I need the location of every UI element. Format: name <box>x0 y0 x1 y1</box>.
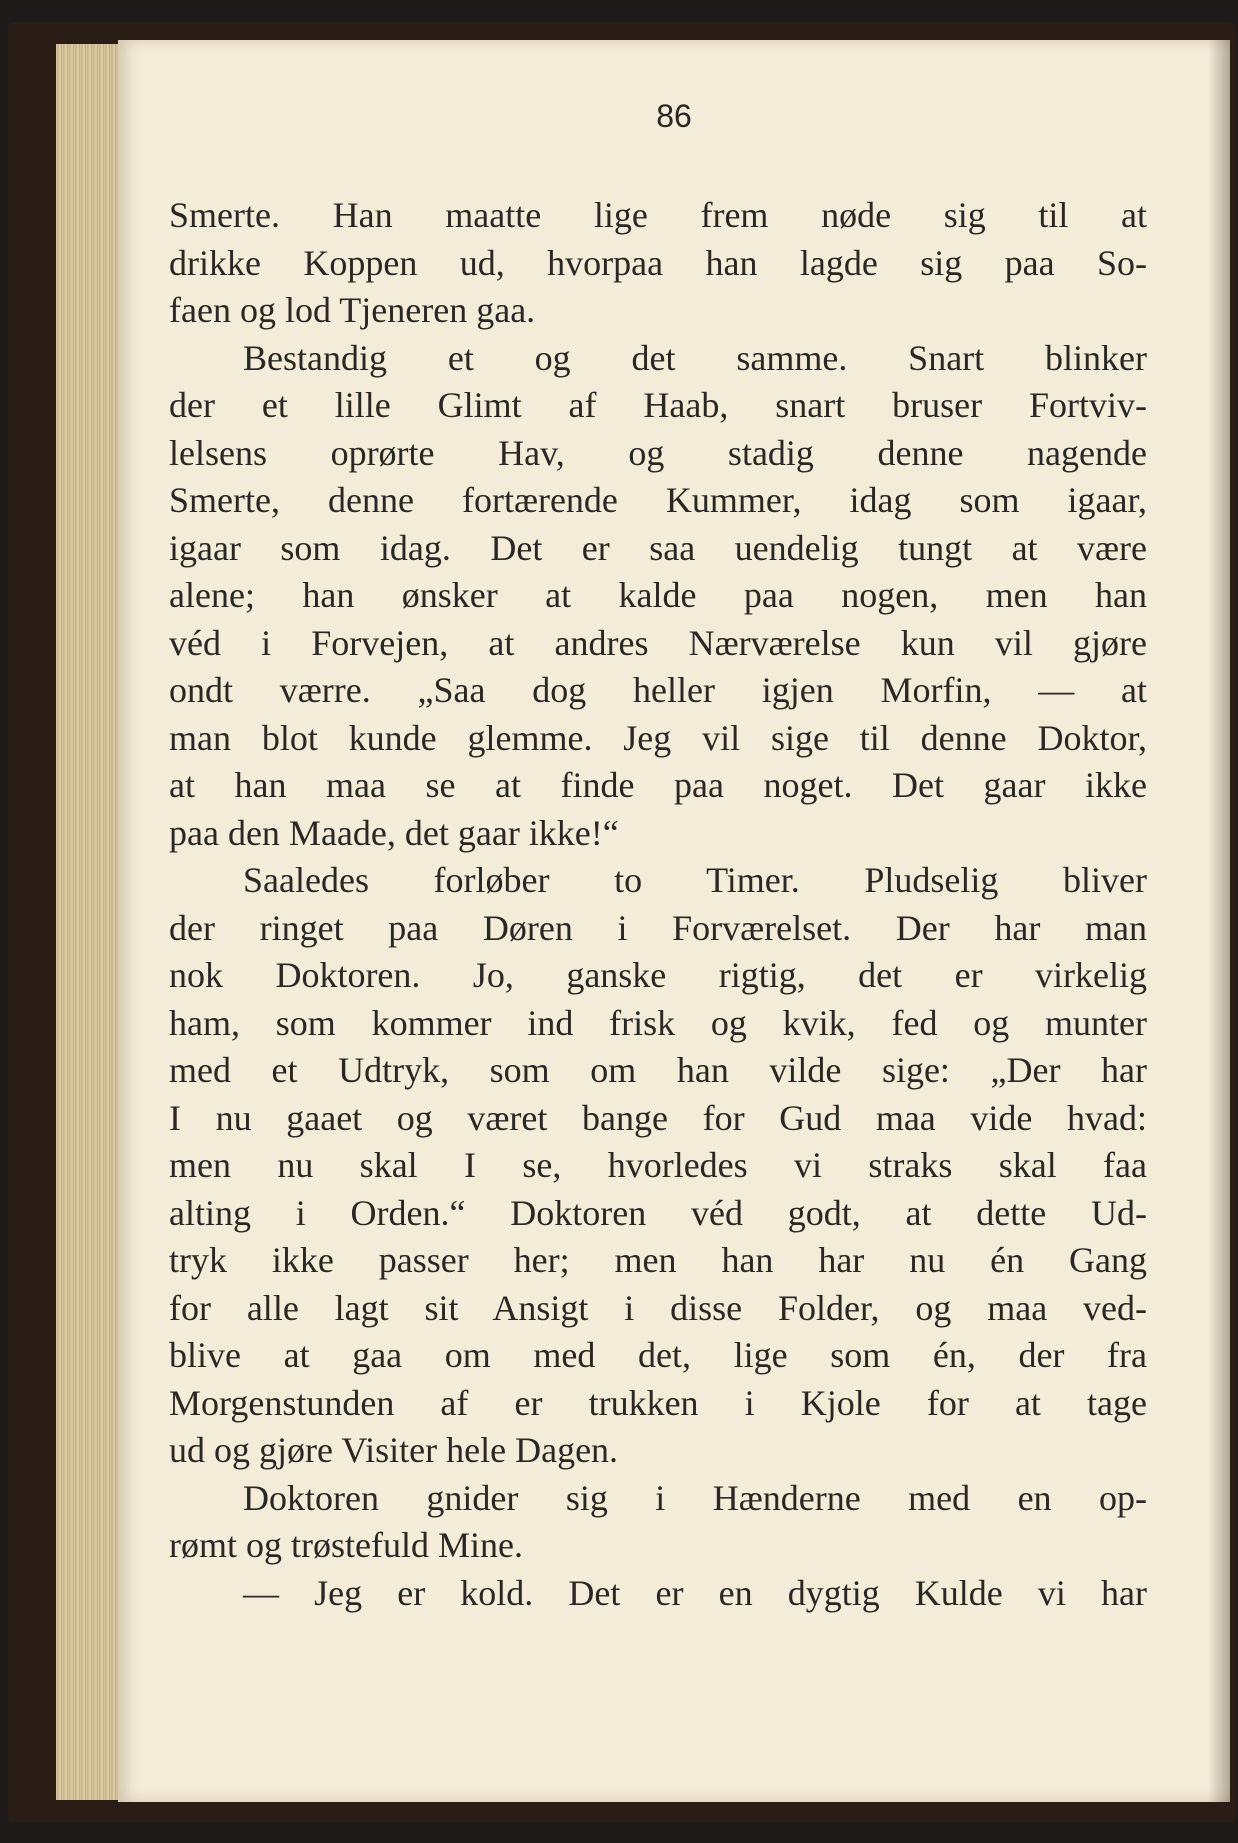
text-line: tryk ikke passer her; men han har nu én Gang <box>169 1240 1147 1280</box>
text-line: igaar som idag. Det er saa uendelig tungt at være <box>169 527 1147 568</box>
text-line: ondt værre. „Saa dog heller igjen Morfin, — at <box>169 670 1147 710</box>
text-line: der ringet paa Døren i Forværelset. Der har man <box>169 907 1147 948</box>
text-line: — Jeg er kold. Det er en dygtig Kulde vi har <box>243 1572 1147 1613</box>
text-line: lelsens oprørte Hav, og stadig denne nagende <box>169 432 1147 473</box>
text-line: nok Doktoren. Jo, ganske rigtig, det er virkelig <box>169 955 1147 995</box>
text-line: Smerte, denne fortærende Kummer, idag som igaar, <box>169 480 1147 520</box>
text-line: men nu skal I se, hvorledes vi straks skal faa <box>169 1145 1147 1185</box>
text-line: blive at gaa om med det, lige som én, der fra <box>169 1335 1147 1375</box>
text-line: Doktoren gnider sig i Hænderne med en op- <box>243 1477 1147 1518</box>
text-line: véd i Forvejen, at andres Nærværelse kun vil gjøre <box>169 622 1147 663</box>
text-line: paa den Maade, det gaar ikke!“ <box>169 812 619 853</box>
page-edges <box>56 44 122 1800</box>
text-line: Smerte. Han maatte lige frem nøde sig til at <box>169 195 1147 235</box>
text-line: ud og gjøre Visiter hele Dagen. <box>169 1430 619 1470</box>
page-shadow <box>1208 40 1230 1802</box>
text-line: der et lille Glimt af Haab, snart bruser Fortviv- <box>169 385 1147 425</box>
text-line: alting i Orden.“ Doktoren véd godt, at dette Ud- <box>169 1192 1147 1233</box>
text-line: ham, som kommer ind frisk og kvik, fed og munter <box>169 1002 1147 1043</box>
text-line: Bestandig et og det samme. Snart blinker <box>243 337 1147 378</box>
text-line: alene; han ønsker at kalde paa nogen, men han <box>169 575 1147 615</box>
text-line: man blot kunde glemme. Jeg vil sige til denne Doktor, <box>169 717 1147 758</box>
body-text <box>169 192 1147 1617</box>
text-line: drikke Koppen ud, hvorpaa han lagde sig paa So- <box>169 242 1147 283</box>
text-line: for alle lagt sit Ansigt i disse Folder, og maa ved- <box>169 1287 1147 1328</box>
text-line: at han maa se at finde paa noget. Det gaar ikke <box>169 765 1147 805</box>
text-line: Morgenstunden af er trukken i Kjole for at tage <box>169 1382 1147 1423</box>
text-line: Saaledes forløber to Timer. Pludselig bliver <box>243 860 1147 900</box>
text-line: rømt og trøstefuld Mine. <box>169 1525 523 1565</box>
text-line: I nu gaaet og været bange for Gud maa vide hvad: <box>169 1097 1147 1138</box>
text-line: med et Udtryk, som om han vilde sige: „Der har <box>169 1050 1147 1090</box>
page-number: 86 <box>656 98 692 134</box>
text-line: faen og lod Tjeneren gaa. <box>169 290 536 330</box>
